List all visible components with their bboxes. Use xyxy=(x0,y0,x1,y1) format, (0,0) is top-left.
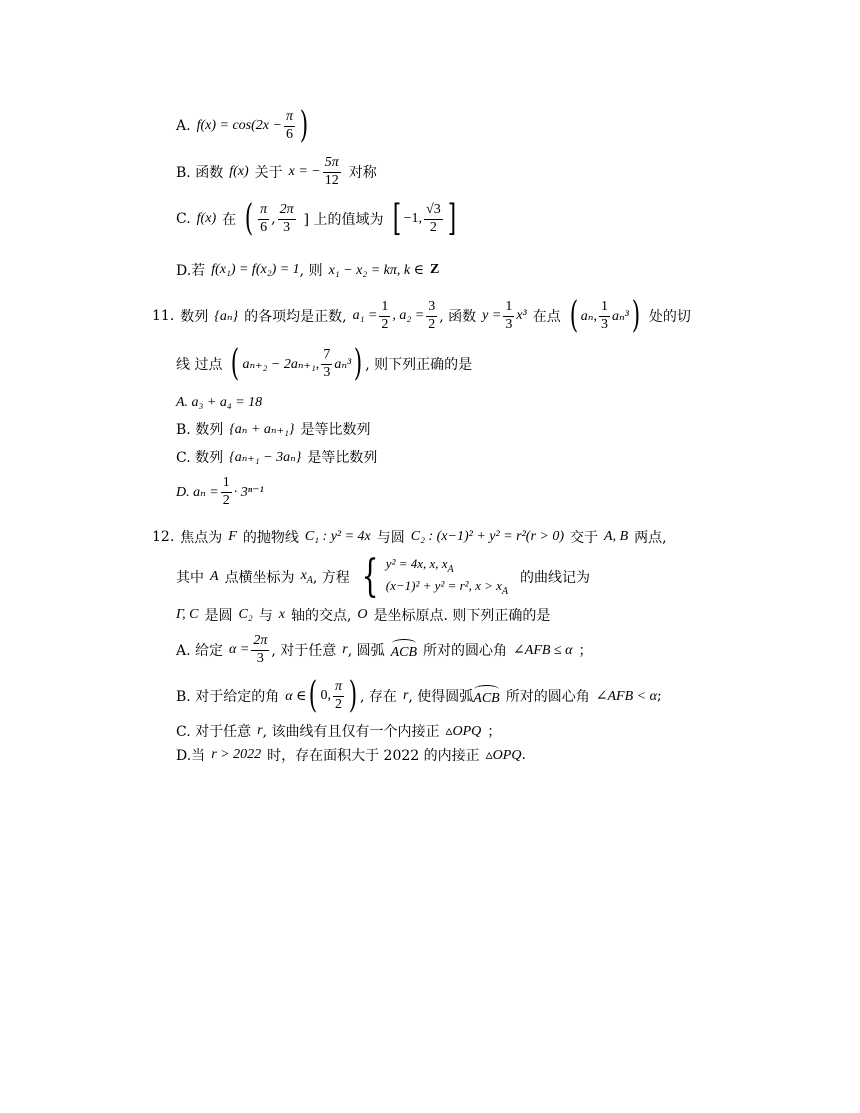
math-expr: r xyxy=(257,723,263,738)
q11-option-d xyxy=(176,470,264,514)
text: 在点 xyxy=(532,309,561,325)
text: 是坐标原点. 则下列正确的是 xyxy=(373,608,551,624)
fraction: $\frac{2\pi}{3}$ xyxy=(279,201,294,235)
math-expr: C₂ : (x−1)² + y² = r²(r > 0) xyxy=(410,529,565,544)
text: 与 xyxy=(258,608,273,624)
q11-option-c xyxy=(176,446,377,468)
math-expr: A xyxy=(210,569,219,584)
math-expr: aₙ₊₂ − 2aₙ₊₁, xyxy=(242,356,320,372)
arc-acb: ACB xyxy=(391,639,417,661)
q12-stem-line2 xyxy=(176,552,590,602)
text: , 则 xyxy=(299,263,323,279)
math-expr: x = − xyxy=(288,164,321,179)
fraction: $\frac{5\pi}{12}$ xyxy=(324,154,339,188)
right-paren: ) xyxy=(348,675,358,716)
math-expr: C₁ : y² = 4x xyxy=(304,529,371,544)
q12-option-a xyxy=(176,628,592,672)
math-expr: C₂ xyxy=(238,607,253,622)
q11-option-a xyxy=(176,392,262,414)
text: 关于 xyxy=(254,165,283,181)
equation-system xyxy=(386,555,508,599)
q12-option-c xyxy=(176,720,501,742)
text: ; xyxy=(656,688,662,704)
math-expr: {aₙ + aₙ₊₁} xyxy=(229,421,295,437)
option-label: D.若 xyxy=(176,263,206,279)
option-label: B. 数列 xyxy=(176,422,224,438)
math-expr: r > 2022 xyxy=(211,747,262,762)
text: 是等比数列 xyxy=(300,422,371,438)
math-expr: Γ, C xyxy=(176,607,199,622)
equation-row: y² = 4x, x, $x_A$ xyxy=(385,556,454,575)
fraction: $\frac{3}{2}$ xyxy=(428,298,436,332)
question-number: 11. xyxy=(152,308,175,324)
math-expr: aₙ³ xyxy=(334,356,352,372)
text: , 则下列正确的是 xyxy=(365,357,473,373)
fraction: $\frac{\pi}{6}$ xyxy=(260,201,268,235)
math-expr: y = xyxy=(482,308,502,323)
math-expr: α ∈ xyxy=(285,688,307,704)
text: , 函数 xyxy=(439,309,477,325)
math-expr: {aₙ} xyxy=(214,308,239,324)
math-expr: x xyxy=(278,607,285,622)
text: 线 过点 xyxy=(176,357,223,373)
fraction: $\frac{1}{2}$ xyxy=(222,474,230,508)
fraction: $\frac{1}{2}$ xyxy=(381,298,389,332)
text: 的曲线记为 xyxy=(520,570,590,586)
text: , 圆弧 xyxy=(347,643,385,659)
math-expr: r xyxy=(402,688,409,703)
text: , 对于任意 xyxy=(271,643,337,659)
right-paren: ) xyxy=(299,105,309,146)
math-expr: ∠AFB < α xyxy=(595,688,657,704)
text: 时，存在面积大于 2022 的内接正 xyxy=(267,748,480,764)
text: 的各项均是正数, xyxy=(244,309,347,325)
fraction: $\frac{1}{3}$ xyxy=(600,298,608,332)
q10-option-a xyxy=(176,104,311,148)
option-label: C. 数列 xyxy=(176,450,224,466)
math-expr: aₙ³ xyxy=(611,308,629,324)
math-expr: f(x) xyxy=(229,164,249,179)
right-paren: ) xyxy=(353,343,363,384)
text: ] 上的值域为 xyxy=(303,212,384,228)
math-expr: · 3ⁿ⁻¹ xyxy=(233,484,264,500)
q10-option-d xyxy=(176,258,439,282)
text: , 方程 xyxy=(312,570,350,586)
fraction: $\frac{1}{3}$ xyxy=(505,298,513,332)
left-brace: { xyxy=(361,551,379,602)
option-label: A. 给定 xyxy=(176,643,224,659)
text: 其中 xyxy=(176,570,204,586)
q11-stem-line1 xyxy=(152,294,691,338)
math-expr: ▵OPQ xyxy=(485,747,522,763)
text: 所对的圆心角 xyxy=(423,643,508,659)
math-expr: f(x) xyxy=(196,211,217,226)
math-expr: −1, xyxy=(403,211,423,226)
q11-stem-line2 xyxy=(176,342,472,386)
text: 是等比数列 xyxy=(307,450,378,466)
text: 所对的圆心角 xyxy=(505,689,590,705)
arc-acb: ACB xyxy=(473,685,499,707)
math-expr: x₁ − x₂ = kπ, k ∈ xyxy=(328,262,424,278)
q12-option-d xyxy=(176,744,526,766)
math-expr: ∠AFB ≤ α xyxy=(513,642,573,658)
text: 焦点为 xyxy=(180,530,223,546)
text: 与圆 xyxy=(376,530,405,546)
math-expr: Z xyxy=(429,262,440,277)
text: 处的切 xyxy=(648,309,691,325)
option-label: C. 对于任意 xyxy=(176,724,252,740)
text: ； xyxy=(578,643,593,659)
fraction: $\frac{\pi}{6}$ xyxy=(285,108,293,142)
math-expr: 0, xyxy=(320,688,331,703)
text: 的抛物线 xyxy=(242,530,299,546)
equation-row: (x−1)² + y² = r², $x > x_A$ xyxy=(385,578,508,597)
fraction: $\frac{7}{3}$ xyxy=(323,346,331,380)
text: 在 xyxy=(222,212,237,228)
text: , 使得圆弧 xyxy=(408,689,474,705)
text: 是圆 xyxy=(204,608,233,624)
text: 对称 xyxy=(348,165,377,181)
option-label: D. aₙ = xyxy=(176,484,219,500)
left-paren: ( xyxy=(569,295,578,336)
question-number: 12. xyxy=(152,529,175,545)
option-label: B. 对于给定的角 xyxy=(176,689,280,705)
q10-option-c: C. f(x) 在 ( $\frac{\pi}{6}$ , $\frac{2\pi}{3}$ ] 上的值域为 [ −1, $\frac{√3}{2}$ ] xyxy=(176,198,456,239)
fraction: $\frac{\pi}{2}$ xyxy=(334,678,342,712)
right-paren: ) xyxy=(631,295,641,336)
option-label: B. 函数 xyxy=(176,165,224,181)
math-expr: f(x) = cos(2x − xyxy=(196,118,282,133)
math-expr: aₙ, xyxy=(580,308,597,324)
left-bracket: [ xyxy=(392,198,401,239)
math-expr: x³ xyxy=(516,308,527,323)
right-bracket: ] xyxy=(447,198,456,239)
left-paren: ( xyxy=(231,343,240,384)
math-expr: O xyxy=(357,607,368,622)
q12-stem-line1 xyxy=(152,526,667,548)
left-paren: ( xyxy=(244,198,254,239)
q11-option-b xyxy=(176,418,370,440)
math-expr: , a₂ = xyxy=(392,308,425,323)
math-expr: {aₙ₊₁ − 3aₙ} xyxy=(229,449,302,465)
math-expr: $x_A$ xyxy=(300,568,313,586)
text: . xyxy=(521,747,526,763)
q10-option-b xyxy=(176,150,377,194)
math-expr: α = xyxy=(229,642,250,657)
left-paren: ( xyxy=(309,675,318,716)
option-text: A. a₃ + a₄ = 18 xyxy=(176,395,263,410)
q12-stem-line3 xyxy=(176,604,550,626)
text: ； xyxy=(487,724,502,740)
math-expr: A, B xyxy=(604,529,629,544)
q12-option-b xyxy=(176,672,662,720)
option-label: C. xyxy=(176,211,191,227)
math-expr: a₁ = xyxy=(352,308,378,323)
text: 数列 xyxy=(180,309,209,325)
option-label: D.当 xyxy=(176,748,206,764)
option-label: A. xyxy=(176,118,191,134)
fraction: $\frac{√3}{2}$ xyxy=(426,201,441,235)
text: 交于 xyxy=(570,530,599,546)
text: 两点, xyxy=(634,530,667,546)
text: , 该曲线有且仅有一个内接正 xyxy=(262,724,440,740)
math-expr: F xyxy=(228,529,237,544)
math-expr: r xyxy=(342,642,348,657)
math-expr: ▵OPQ xyxy=(445,723,482,739)
fraction: $\frac{2\pi}{3}$ xyxy=(253,632,268,666)
text: 轴的交点, xyxy=(290,608,352,624)
text: 点横坐标为 xyxy=(224,570,295,586)
text: , 存在 xyxy=(360,689,397,705)
math-expr: f(x₁) = f(x₂) = 1 xyxy=(211,262,300,277)
